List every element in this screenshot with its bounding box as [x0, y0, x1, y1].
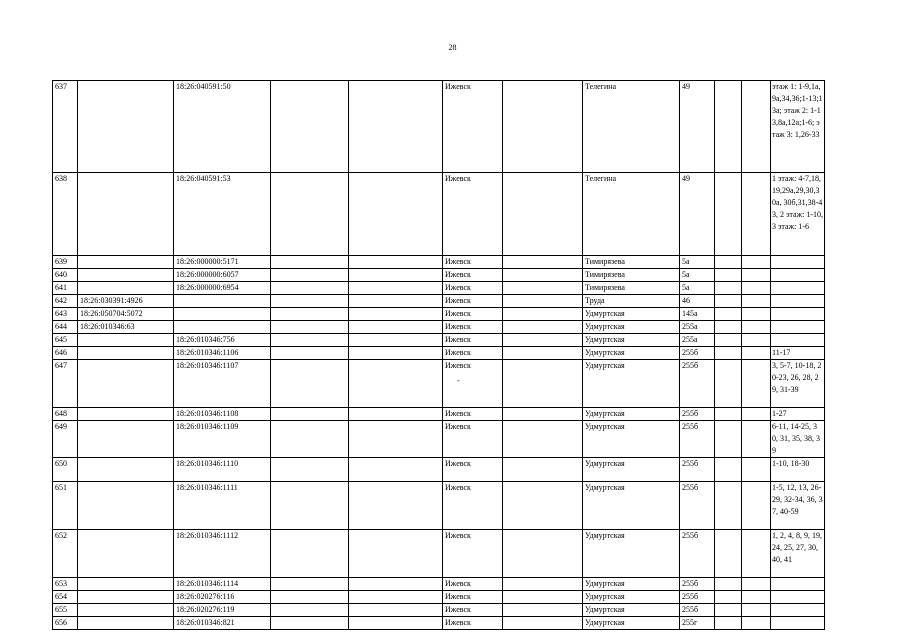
- row-number: 654: [53, 591, 78, 604]
- empty-col-10: [715, 295, 742, 308]
- empty-col-10: [715, 578, 742, 591]
- street-cell: Удмуртская: [583, 604, 680, 617]
- street-cell: Удмуртская: [583, 360, 680, 408]
- empty-col-4: [271, 308, 349, 321]
- empty-col-7: [503, 578, 583, 591]
- cadastral-number-b: 18:26:010346:1110: [174, 458, 271, 482]
- empty-col-5: [349, 617, 443, 630]
- empty-col-5: [349, 408, 443, 421]
- empty-col-4: [271, 617, 349, 630]
- premises-notes: 1 этаж: 4-7,18,19,29а,29,30,30а, 30б,31,38-43, 2 этаж: 1-10, 3 этаж: 1-6: [771, 173, 825, 256]
- cadastral-number-a: [78, 269, 174, 282]
- cadastral-number-b: 18:26:010346:1114: [174, 578, 271, 591]
- empty-col-11: [742, 334, 771, 347]
- cadastral-number-b: [174, 295, 271, 308]
- house-cell: 5а: [680, 269, 715, 282]
- table-row: [53, 421, 825, 458]
- table-row: [53, 256, 825, 269]
- premises-notes: 11-17: [771, 347, 825, 360]
- table-row: [53, 604, 825, 617]
- premises-notes: [771, 269, 825, 282]
- house-cell: 255б: [680, 360, 715, 408]
- city-cell: Ижевск: [443, 321, 503, 334]
- premises-notes: [771, 308, 825, 321]
- city-cell: Ижевск: [443, 81, 503, 173]
- street-cell: Удмуртская: [583, 530, 680, 578]
- house-cell: 255б: [680, 578, 715, 591]
- house-cell: 255б: [680, 458, 715, 482]
- premises-notes: [771, 617, 825, 630]
- city-cell: Ижевск: [443, 334, 503, 347]
- empty-col-5: [349, 360, 443, 408]
- cadastral-number-a: [78, 458, 174, 482]
- cadastral-number-a: 18:26:030391:4926: [78, 295, 174, 308]
- cadastral-number-a: [78, 282, 174, 295]
- empty-col-4: [271, 408, 349, 421]
- empty-col-7: [503, 282, 583, 295]
- empty-col-7: [503, 604, 583, 617]
- empty-col-10: [715, 308, 742, 321]
- premises-notes: [771, 578, 825, 591]
- city-cell: Ижевск: [443, 173, 503, 256]
- city-cell: Ижевск: [443, 347, 503, 360]
- empty-col-4: [271, 173, 349, 256]
- house-cell: 5а: [680, 256, 715, 269]
- house-cell: 46: [680, 295, 715, 308]
- row-number: 642: [53, 295, 78, 308]
- cadastral-number-b: 18:26:000000:6954: [174, 282, 271, 295]
- empty-col-4: [271, 578, 349, 591]
- table-row: [53, 269, 825, 282]
- premises-notes: 3, 5-7, 10-18, 20-23, 26, 28, 29, 31-39: [771, 360, 825, 408]
- empty-col-11: [742, 81, 771, 173]
- registry-table: [52, 80, 825, 630]
- table-row: [53, 282, 825, 295]
- empty-col-4: [271, 282, 349, 295]
- city-cell: Ижевск: [443, 308, 503, 321]
- table-row: [53, 81, 825, 173]
- city-cell: Ижевск: [443, 591, 503, 604]
- house-cell: 255б: [680, 482, 715, 530]
- empty-col-11: [742, 578, 771, 591]
- registry-rows: [53, 81, 825, 630]
- row-number: 655: [53, 604, 78, 617]
- cadastral-number-b: [174, 308, 271, 321]
- city-cell: Ижевск: [443, 295, 503, 308]
- city-cell: Ижевск: [443, 617, 503, 630]
- street-cell: Удмуртская: [583, 408, 680, 421]
- empty-col-11: [742, 347, 771, 360]
- cadastral-number-a: [78, 604, 174, 617]
- empty-col-7: [503, 617, 583, 630]
- cadastral-number-a: [78, 578, 174, 591]
- empty-col-7: [503, 482, 583, 530]
- premises-notes: [771, 295, 825, 308]
- empty-col-4: [271, 421, 349, 458]
- premises-notes: [771, 334, 825, 347]
- city-cell: Ижевск: [443, 360, 503, 408]
- empty-col-7: [503, 295, 583, 308]
- empty-col-10: [715, 282, 742, 295]
- city-cell: Ижевск: [443, 282, 503, 295]
- empty-col-10: [715, 617, 742, 630]
- empty-col-4: [271, 482, 349, 530]
- cadastral-number-a: [78, 81, 174, 173]
- city-cell: Ижевск: [443, 530, 503, 578]
- empty-col-7: [503, 408, 583, 421]
- empty-col-7: [503, 269, 583, 282]
- cadastral-number-b: 18:26:020276:116: [174, 591, 271, 604]
- city-cell: Ижевск: [443, 578, 503, 591]
- house-cell: 5а: [680, 282, 715, 295]
- premises-notes: 1, 2, 4, 8, 9, 19, 24, 25, 27, 30, 40, 41: [771, 530, 825, 578]
- street-cell: Удмуртская: [583, 308, 680, 321]
- row-number: 650: [53, 458, 78, 482]
- cadastral-number-a: [78, 334, 174, 347]
- stray-mark: -: [457, 376, 460, 385]
- empty-col-4: [271, 604, 349, 617]
- house-cell: 255б: [680, 604, 715, 617]
- empty-col-7: [503, 360, 583, 408]
- empty-col-11: [742, 604, 771, 617]
- house-cell: 255а: [680, 321, 715, 334]
- street-cell: Тимирязева: [583, 282, 680, 295]
- empty-col-10: [715, 360, 742, 408]
- empty-col-5: [349, 591, 443, 604]
- house-cell: 255б: [680, 347, 715, 360]
- street-cell: Удмуртская: [583, 347, 680, 360]
- table-row: [53, 458, 825, 482]
- empty-col-7: [503, 347, 583, 360]
- city-cell: Ижевск: [443, 256, 503, 269]
- empty-col-5: [349, 458, 443, 482]
- cadastral-number-a: [78, 173, 174, 256]
- table-row: [53, 295, 825, 308]
- row-number: 646: [53, 347, 78, 360]
- cadastral-number-b: 18:26:020276:119: [174, 604, 271, 617]
- street-cell: Удмуртская: [583, 321, 680, 334]
- row-number: 640: [53, 269, 78, 282]
- empty-col-11: [742, 458, 771, 482]
- empty-col-7: [503, 321, 583, 334]
- row-number: 644: [53, 321, 78, 334]
- premises-notes: [771, 282, 825, 295]
- table-row: [53, 482, 825, 530]
- empty-col-10: [715, 482, 742, 530]
- empty-col-11: [742, 617, 771, 630]
- table-row: [53, 408, 825, 421]
- cadastral-number-a: [78, 256, 174, 269]
- empty-col-4: [271, 360, 349, 408]
- row-number: 648: [53, 408, 78, 421]
- cadastral-number-b: 18:26:010346:1107: [174, 360, 271, 408]
- house-cell: 49: [680, 81, 715, 173]
- street-cell: Удмуртская: [583, 591, 680, 604]
- street-cell: Телегина: [583, 81, 680, 173]
- empty-col-11: [742, 308, 771, 321]
- premises-notes: [771, 591, 825, 604]
- cadastral-number-b: 18:26:010346:756: [174, 334, 271, 347]
- street-cell: Тимирязева: [583, 256, 680, 269]
- page-number: 28: [448, 43, 457, 52]
- empty-col-4: [271, 256, 349, 269]
- empty-col-7: [503, 256, 583, 269]
- table-row: [53, 617, 825, 630]
- city-cell: Ижевск: [443, 604, 503, 617]
- premises-notes: [771, 256, 825, 269]
- street-cell: Телегина: [583, 173, 680, 256]
- street-cell: Тимирязева: [583, 269, 680, 282]
- cadastral-number-a: [78, 482, 174, 530]
- empty-col-7: [503, 173, 583, 256]
- empty-col-11: [742, 256, 771, 269]
- cadastral-number-b: 18:26:010346:1112: [174, 530, 271, 578]
- row-number: 638: [53, 173, 78, 256]
- empty-col-7: [503, 334, 583, 347]
- cadastral-number-b: 18:26:010346:821: [174, 617, 271, 630]
- empty-col-4: [271, 321, 349, 334]
- street-cell: Труда: [583, 295, 680, 308]
- city-cell: Ижевск: [443, 458, 503, 482]
- empty-col-5: [349, 604, 443, 617]
- city-cell: Ижевск: [443, 421, 503, 458]
- empty-col-10: [715, 81, 742, 173]
- empty-col-4: [271, 269, 349, 282]
- empty-col-11: [742, 282, 771, 295]
- street-cell: Удмуртская: [583, 458, 680, 482]
- premises-notes: этаж 1: 1-9,1а,9а,34,36;1-13;13а; этаж 2: 1-13,8а,12а;1-6; этаж 3: 1,26-33: [771, 81, 825, 173]
- house-cell: 255б: [680, 421, 715, 458]
- empty-col-7: [503, 458, 583, 482]
- street-cell: Удмуртская: [583, 334, 680, 347]
- table-row: [53, 347, 825, 360]
- cadastral-number-a: [78, 347, 174, 360]
- empty-col-10: [715, 334, 742, 347]
- empty-col-10: [715, 421, 742, 458]
- empty-col-7: [503, 421, 583, 458]
- city-cell: Ижевск: [443, 482, 503, 530]
- premises-notes: [771, 321, 825, 334]
- empty-col-5: [349, 81, 443, 173]
- premises-notes: 1-10, 18-30: [771, 458, 825, 482]
- row-number: 639: [53, 256, 78, 269]
- house-cell: 255б: [680, 591, 715, 604]
- empty-col-5: [349, 530, 443, 578]
- row-number: 653: [53, 578, 78, 591]
- empty-col-7: [503, 308, 583, 321]
- empty-col-10: [715, 173, 742, 256]
- cadastral-number-a: [78, 617, 174, 630]
- empty-col-4: [271, 530, 349, 578]
- empty-col-5: [349, 482, 443, 530]
- empty-col-10: [715, 269, 742, 282]
- empty-col-4: [271, 591, 349, 604]
- empty-col-4: [271, 334, 349, 347]
- row-number: 652: [53, 530, 78, 578]
- house-cell: 49: [680, 173, 715, 256]
- cadastral-number-b: 18:26:010346:1111: [174, 482, 271, 530]
- premises-notes: 6-11, 14-25, 30, 31, 35, 38, 39: [771, 421, 825, 458]
- row-number: 649: [53, 421, 78, 458]
- premises-notes: 1-5, 12, 13, 26-29, 32-34, 36, 37, 40-59: [771, 482, 825, 530]
- table-row: [53, 530, 825, 578]
- row-number: 656: [53, 617, 78, 630]
- cadastral-number-b: 18:26:040591:53: [174, 173, 271, 256]
- row-number: 641: [53, 282, 78, 295]
- empty-col-5: [349, 347, 443, 360]
- empty-col-11: [742, 421, 771, 458]
- empty-col-5: [349, 269, 443, 282]
- cadastral-number-a: [78, 421, 174, 458]
- empty-col-4: [271, 295, 349, 308]
- empty-col-5: [349, 334, 443, 347]
- house-cell: 255б: [680, 530, 715, 578]
- table-row: [53, 591, 825, 604]
- empty-col-11: [742, 360, 771, 408]
- city-cell: Ижевск: [443, 269, 503, 282]
- cadastral-number-a: [78, 591, 174, 604]
- cadastral-number-a: [78, 408, 174, 421]
- empty-col-5: [349, 295, 443, 308]
- empty-col-11: [742, 482, 771, 530]
- table-row: [53, 308, 825, 321]
- row-number: 645: [53, 334, 78, 347]
- empty-col-5: [349, 308, 443, 321]
- house-cell: 145а: [680, 308, 715, 321]
- empty-col-10: [715, 530, 742, 578]
- empty-col-10: [715, 604, 742, 617]
- empty-col-5: [349, 256, 443, 269]
- empty-col-4: [271, 81, 349, 173]
- house-cell: 255г: [680, 617, 715, 630]
- empty-col-11: [742, 591, 771, 604]
- cadastral-number-b: 18:26:010346:1108: [174, 408, 271, 421]
- house-cell: 255б: [680, 408, 715, 421]
- premises-notes: [771, 604, 825, 617]
- row-number: 643: [53, 308, 78, 321]
- table-row: [53, 334, 825, 347]
- cadastral-number-a: [78, 360, 174, 408]
- empty-col-5: [349, 282, 443, 295]
- table-row: [53, 321, 825, 334]
- empty-col-5: [349, 173, 443, 256]
- table-row: [53, 360, 825, 408]
- cadastral-number-b: 18:26:010346:1106: [174, 347, 271, 360]
- house-cell: 255а: [680, 334, 715, 347]
- empty-col-10: [715, 591, 742, 604]
- empty-col-10: [715, 408, 742, 421]
- empty-col-5: [349, 578, 443, 591]
- cadastral-number-b: 18:26:000000:5171: [174, 256, 271, 269]
- empty-col-11: [742, 295, 771, 308]
- empty-col-11: [742, 173, 771, 256]
- cadastral-number-a: 18:26:010346:63: [78, 321, 174, 334]
- empty-col-7: [503, 81, 583, 173]
- empty-col-11: [742, 530, 771, 578]
- table-row: [53, 578, 825, 591]
- empty-col-11: [742, 269, 771, 282]
- street-cell: Удмуртская: [583, 578, 680, 591]
- cadastral-number-b: 18:26:010346:1109: [174, 421, 271, 458]
- empty-col-11: [742, 321, 771, 334]
- empty-col-5: [349, 421, 443, 458]
- empty-col-5: [349, 321, 443, 334]
- empty-col-10: [715, 256, 742, 269]
- empty-col-7: [503, 530, 583, 578]
- cadastral-number-b: [174, 321, 271, 334]
- empty-col-4: [271, 458, 349, 482]
- street-cell: Удмуртская: [583, 617, 680, 630]
- empty-col-4: [271, 347, 349, 360]
- empty-col-10: [715, 321, 742, 334]
- street-cell: Удмуртская: [583, 482, 680, 530]
- row-number: 647: [53, 360, 78, 408]
- empty-col-10: [715, 347, 742, 360]
- premises-notes: 1-27: [771, 408, 825, 421]
- row-number: 651: [53, 482, 78, 530]
- table-row: [53, 173, 825, 256]
- cadastral-number-a: 18:26:050704:5072: [78, 308, 174, 321]
- cadastral-number-a: [78, 530, 174, 578]
- empty-col-7: [503, 591, 583, 604]
- empty-col-10: [715, 458, 742, 482]
- street-cell: Удмуртская: [583, 421, 680, 458]
- cadastral-number-b: 18:26:000000:6057: [174, 269, 271, 282]
- cadastral-number-b: 18:26:040591:50: [174, 81, 271, 173]
- city-cell: Ижевск: [443, 408, 503, 421]
- empty-col-11: [742, 408, 771, 421]
- row-number: 637: [53, 81, 78, 173]
